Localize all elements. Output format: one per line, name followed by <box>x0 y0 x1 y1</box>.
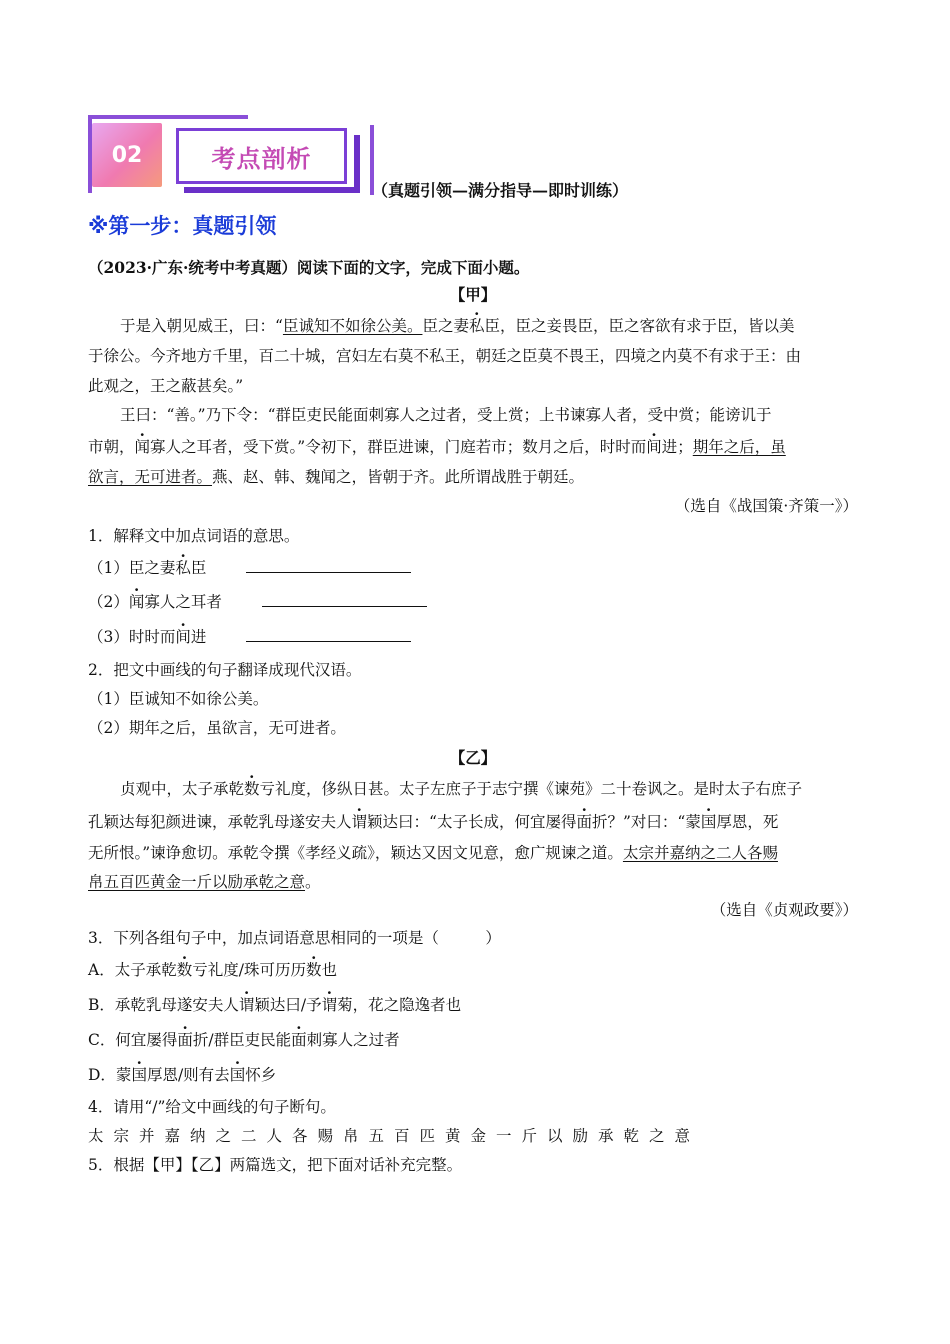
text: 颖达曰：“太子长成，何宜屡得 <box>367 813 577 831</box>
text: 寡人之耳者，受下赏。”令初下，群臣进谏，门庭若市；数月之后，时时而 <box>150 438 647 456</box>
passage-jia-line <box>88 467 858 487</box>
text: 无所恨。”谏诤愈切。承乾令撰《孝经义疏》，颖达又因文见意，愈广规谏之道。 <box>88 844 623 862</box>
text: 寡人之耳者 <box>144 593 222 611</box>
underlined-sentence: 期年之后，虽 <box>692 438 786 456</box>
section-banner <box>88 115 388 195</box>
text: （1）臣之妻 <box>88 559 176 577</box>
dotted-word: 面 <box>576 813 592 831</box>
dotted-word: 间 <box>175 628 191 646</box>
text: 厚恩/则有去 <box>146 1066 230 1084</box>
text: 于是入朝见威王，曰：“ <box>120 317 283 335</box>
section-number-badge <box>92 123 162 187</box>
text: 颖达曰/予 <box>254 996 322 1014</box>
text: 刺寡人之过者 <box>306 1031 400 1049</box>
text: （3）时时而 <box>88 628 176 646</box>
dotted-word: 闻 <box>134 438 151 456</box>
passage-jia-line <box>88 437 858 457</box>
step-heading: ※第一步：真题引领 <box>88 214 277 238</box>
text: 亏礼度/珠可历历 <box>192 961 306 979</box>
answer-blank[interactable] <box>246 558 411 573</box>
passage-yi-citation: （选自《贞观政要》） <box>710 901 858 919</box>
question-3-option-d[interactable] <box>88 1065 858 1085</box>
text: A．太子承乾 <box>88 961 177 979</box>
dotted-word: 谓 <box>351 813 368 831</box>
dotted-word: 数 <box>244 780 260 798</box>
dotted-word: 国 <box>229 1066 246 1084</box>
passage-yi-heading: 【乙】 <box>449 748 497 767</box>
dotted-word: 私 <box>468 317 485 335</box>
text: 进； <box>661 438 693 456</box>
question-4-sentence[interactable]: 太宗并嘉纳之二人各赐帛五百匹黄金一斤以励承乾之意 <box>88 1127 701 1145</box>
passage-jia-line: 王曰：“善。”乃下令：“群臣吏民能面刺寡人之过者，受上赏；上书谏寡人者，受中赏；能谤讥于 <box>120 406 772 424</box>
passage-jia-heading: 【甲】 <box>449 285 497 304</box>
question-2-item: （2）期年之后，虽欲言，无可进者。 <box>88 719 346 737</box>
question-2-stem: 2．把文中画线的句子翻译成现代汉语。 <box>88 661 362 679</box>
text: （2） <box>88 593 129 611</box>
question-4-stem: 4．请用“/”给文中画线的句子断句。 <box>88 1098 336 1116</box>
dotted-word: 面 <box>291 1031 307 1049</box>
dotted-word: 国 <box>131 1066 147 1084</box>
question-3-option-c[interactable] <box>88 1030 858 1050</box>
text: 臣，臣之妾畏臣，臣之客欲有求于臣，皆以美 <box>484 317 795 335</box>
question-source: （2023·广东·统考中考真题）阅读下面的文字，完成下面小题。 <box>88 258 530 277</box>
text: 进 <box>190 628 207 646</box>
passage-yi-line <box>88 843 858 863</box>
text: 贞观中，太子承乾 <box>120 780 245 798</box>
text: 。 <box>305 873 321 891</box>
answer-blank[interactable] <box>246 627 411 642</box>
question-3-option-a[interactable] <box>88 960 858 980</box>
passage-yi-line <box>88 872 858 892</box>
passage-jia-line <box>88 316 858 336</box>
text: C．何宜屡得 <box>88 1031 178 1049</box>
dotted-word: 谓 <box>238 996 255 1014</box>
question-1-item <box>88 558 858 578</box>
text: D．蒙 <box>88 1066 132 1084</box>
banner-frame <box>88 115 248 119</box>
text: 折/群臣吏民能 <box>192 1031 292 1049</box>
underlined-sentence: 太宗并嘉纳之二人各赐 <box>622 844 778 862</box>
answer-blank[interactable] <box>262 592 427 607</box>
text: 燕、赵、韩、魏闻之，皆朝于齐。此所谓战胜于朝廷。 <box>212 468 585 486</box>
passage-jia-line: 此观之，王之蔽甚矣。” <box>88 377 244 395</box>
dotted-word: 数 <box>305 961 322 979</box>
section-number: 02 <box>111 143 143 168</box>
question-1-item <box>88 627 858 647</box>
text: 亏礼度，侈纵日甚。太子左庶子于志宁撰《谏苑》二十卷讽之。是时太子右庶子 <box>259 780 803 798</box>
passage-jia-citation: （选自《战国策·齐策一》） <box>674 497 858 515</box>
question-5-stem: 5．根据【甲】【乙】两篇选文，把下面对话补充完整。 <box>88 1156 463 1174</box>
section-subtitle: （真题引领—满分指导—即时训练） <box>372 181 629 200</box>
section-title-box <box>176 128 347 184</box>
underlined-sentence: 欲言，无可进者。 <box>88 468 213 486</box>
question-2-item: （1）臣诚知不如徐公美。 <box>88 690 269 708</box>
underlined-sentence: 帛五百匹黄金一斤以励承乾之意 <box>88 873 306 891</box>
text: 臣之妻 <box>422 317 469 335</box>
dotted-word: 闻 <box>128 593 145 611</box>
underlined-sentence: 臣诚知不如徐公美。 <box>282 317 423 335</box>
dotted-word: 面 <box>177 1031 193 1049</box>
passage-yi-line <box>88 812 858 832</box>
dotted-word: 数 <box>176 961 193 979</box>
text: 孔颖达每犯颜进谏，承乾乳母遂安夫人 <box>88 813 352 831</box>
text: 折？”对曰：“蒙 <box>591 813 701 831</box>
question-1-item <box>88 592 858 612</box>
passage-yi-line <box>88 779 858 799</box>
text: 厚恩，死 <box>716 813 779 831</box>
text: 怀乡 <box>245 1066 277 1084</box>
text: 也 <box>321 961 337 979</box>
section-title: 考点剖析 <box>211 145 312 173</box>
dotted-word: 间 <box>646 438 662 456</box>
text: 市朝， <box>88 438 135 456</box>
question-1-stem: 1．解释文中加点词语的意思。 <box>88 527 300 545</box>
question-3-option-b[interactable] <box>88 995 858 1015</box>
text: 臣 <box>190 559 207 577</box>
dotted-word: 国 <box>700 813 717 831</box>
text: B．承乾乳母遂安夫人 <box>88 996 239 1014</box>
dotted-word: 私 <box>175 559 191 577</box>
passage-jia-line: 于徐公。今齐地方千里，百二十城，宫妇左右莫不私王，朝廷之臣莫不畏王，四境之内莫不有求于王：由 <box>88 347 802 365</box>
dotted-word: 谓 <box>321 996 338 1014</box>
question-3-stem: 3．下列各组句子中，加点词语意思相同的一项是（ ） <box>88 929 501 947</box>
text: 菊，花之隐逸者也 <box>337 996 462 1014</box>
